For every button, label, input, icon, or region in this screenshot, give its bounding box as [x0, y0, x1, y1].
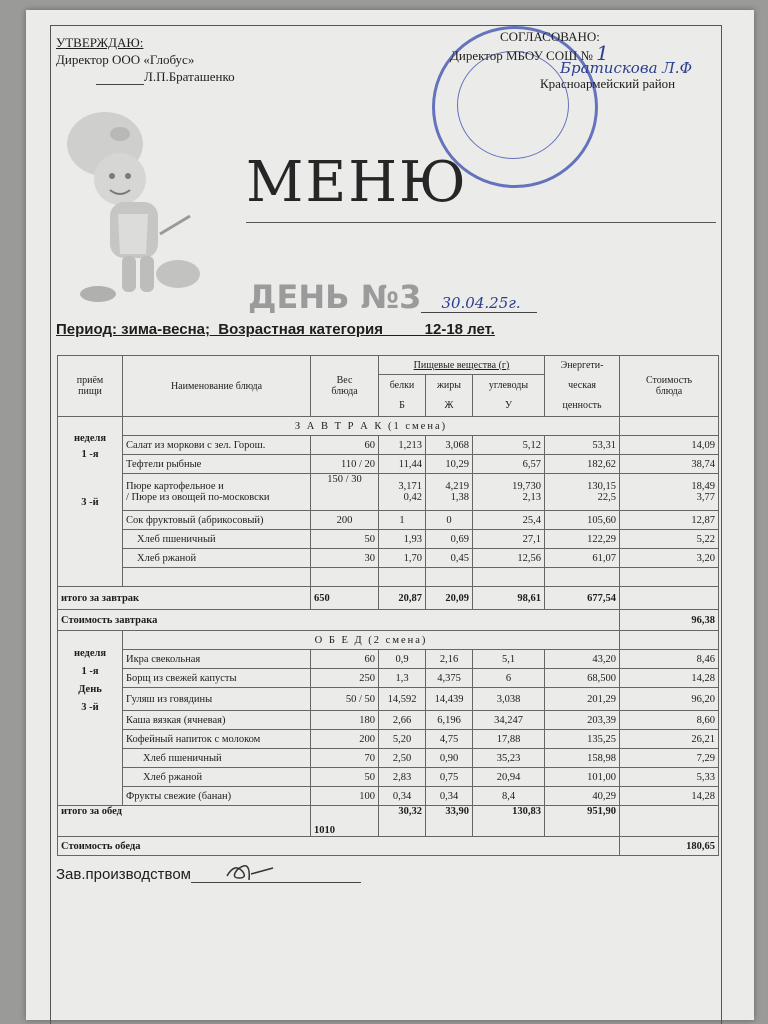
- dish-weight: 60: [311, 436, 379, 455]
- dish-weight: 250: [311, 669, 379, 688]
- period-line: Период: зима-весна; Возрастная категория 12-18 лет.: [56, 321, 495, 338]
- lunch-cost-label: Стоимость обеда: [58, 837, 620, 856]
- dish-protein: 3,171 0,42: [379, 474, 426, 511]
- dish-name: Сок фруктовый (абрикосовый): [123, 511, 311, 530]
- lunch-total-weight: 1010: [311, 806, 379, 837]
- day-label: ДЕНЬ №3: [248, 278, 422, 316]
- lunch-cost-total: 180,65: [620, 837, 719, 856]
- lunch-total-label: итого за обед: [58, 806, 311, 837]
- dish-energy: 68,500: [545, 669, 620, 688]
- day-date: 30.04.25г.: [421, 294, 536, 313]
- dish-name: Фрукты свежие (банан): [123, 787, 311, 806]
- dish-cost: 5,33: [620, 768, 719, 787]
- dish-energy: 105,60: [545, 511, 620, 530]
- day-heading: [248, 278, 537, 316]
- dish-protein: 1,3: [379, 669, 426, 688]
- dish-cost: 5,22: [620, 530, 719, 549]
- dish-cost: 8,60: [620, 711, 719, 730]
- dish-name: Тефтели рыбные: [123, 455, 311, 474]
- signature-blank: [96, 84, 144, 85]
- lunch-section-title: О Б Е Д (2 смена): [123, 631, 620, 650]
- dish-weight: 180: [311, 711, 379, 730]
- agreement-signature: Братискова Л.Ф: [560, 59, 693, 77]
- header-meal: приём пищи: [58, 356, 123, 417]
- school-number: 1: [596, 41, 609, 65]
- table-row: [58, 530, 719, 549]
- approval-position: Директор ООО «Глобус»: [56, 52, 195, 67]
- dish-fat: 0,75: [426, 768, 473, 787]
- footer-label: Зав.производством: [56, 866, 191, 883]
- header-carbs: углеводы У: [473, 375, 545, 417]
- dish-carbs: 20,94: [473, 768, 545, 787]
- dish-name: Гуляш из говядины: [123, 688, 311, 711]
- dish-weight: 200: [311, 511, 379, 530]
- empty-cell: [123, 568, 311, 587]
- dish-protein: 2,50: [379, 749, 426, 768]
- table-row: [58, 787, 719, 806]
- dish-carbs: 8,4: [473, 787, 545, 806]
- dish-weight: 50 / 50: [311, 688, 379, 711]
- table-row: [58, 436, 719, 455]
- table-row: [58, 549, 719, 568]
- header-fat: жиры Ж: [426, 375, 473, 417]
- dish-fat: 14,439: [426, 688, 473, 711]
- table-row: [58, 511, 719, 530]
- lunch-total-protein: 30,32: [379, 806, 426, 837]
- agreement-district: Красноармейский район: [540, 76, 676, 91]
- table-row: [58, 688, 719, 711]
- empty-cell: [426, 568, 473, 587]
- dish-protein: 1,213: [379, 436, 426, 455]
- dish-energy: 182,62: [545, 455, 620, 474]
- dish-weight: 50: [311, 768, 379, 787]
- dish-protein: 0,34: [379, 787, 426, 806]
- agreement-position: Директор МБОУ СОШ №: [450, 48, 593, 63]
- menu-table: [57, 355, 719, 856]
- dish-fat: 0,69: [426, 530, 473, 549]
- dish-cost: 96,20: [620, 688, 719, 711]
- approval-signature-line: [56, 68, 235, 85]
- lunch-total-energy: 951,90: [545, 806, 620, 837]
- dish-energy: 203,39: [545, 711, 620, 730]
- dish-name: Икра свекольная: [123, 650, 311, 669]
- dish-cost: 14,28: [620, 787, 719, 806]
- header-cost: Стоимость блюда: [620, 356, 719, 417]
- dish-weight: 110 / 20: [311, 455, 379, 474]
- dish-carbs: 34,247: [473, 711, 545, 730]
- dish-fat: 3,068: [426, 436, 473, 455]
- dish-weight: 60: [311, 650, 379, 669]
- breakfast-section-row: [58, 417, 719, 436]
- breakfast-total-energy: 677,54: [545, 587, 620, 610]
- dish-cost: 14,09: [620, 436, 719, 455]
- dish-cost: 26,21: [620, 730, 719, 749]
- header-energy: Энергети- ческая ценность: [545, 356, 620, 417]
- dish-weight: 50: [311, 530, 379, 549]
- empty-cell: [473, 568, 545, 587]
- dish-protein: 1,93: [379, 530, 426, 549]
- dish-energy: 53,31: [545, 436, 620, 455]
- dish-cost: 8,46: [620, 650, 719, 669]
- table-row: [58, 711, 719, 730]
- dish-name: Салат из моркови с зел. Горош.: [123, 436, 311, 455]
- dish-protein: 11,44: [379, 455, 426, 474]
- dish-carbs: 19,730 2,13: [473, 474, 545, 511]
- header-dish-name: Наименование блюда: [123, 356, 311, 417]
- dish-protein: 0,9: [379, 650, 426, 669]
- breakfast-total-protein: 20,87: [379, 587, 426, 610]
- table-row: [58, 455, 719, 474]
- dish-carbs: 25,4: [473, 511, 545, 530]
- dish-fat: 2,16: [426, 650, 473, 669]
- dish-energy: 158,98: [545, 749, 620, 768]
- header-nutrients: Пищевые вещества (г): [379, 356, 545, 375]
- table-row: [58, 749, 719, 768]
- empty-cell: [379, 568, 426, 587]
- dish-fat: 0,45: [426, 549, 473, 568]
- empty-cell: [311, 568, 379, 587]
- dish-fat: 0: [426, 511, 473, 530]
- dish-carbs: 6: [473, 669, 545, 688]
- approval-director-name: Л.П.Браташенко: [144, 69, 235, 84]
- dish-fat: 4,219 1,38: [426, 474, 473, 511]
- dish-fat: 10,29: [426, 455, 473, 474]
- dish-cost: 14,28: [620, 669, 719, 688]
- handwritten-signature: [221, 858, 281, 884]
- empty-row: [58, 568, 719, 587]
- table-row: [58, 730, 719, 749]
- table-row: [58, 650, 719, 669]
- dish-protein: 5,20: [379, 730, 426, 749]
- dish-carbs: 5,12: [473, 436, 545, 455]
- dish-name: Кофейный напиток с молоком: [123, 730, 311, 749]
- page-title: МЕНЮ: [246, 150, 468, 215]
- empty-cell: [620, 417, 719, 436]
- empty-cell: [545, 568, 620, 587]
- table-row: [58, 669, 719, 688]
- dish-fat: 4,375: [426, 669, 473, 688]
- breakfast-total-row: [58, 587, 719, 610]
- dish-cost: 3,20: [620, 549, 719, 568]
- dish-energy: 40,29: [545, 787, 620, 806]
- breakfast-total-weight: 650: [311, 587, 379, 610]
- dish-weight: 200: [311, 730, 379, 749]
- footer-signature-line: [56, 866, 361, 883]
- dish-name: Хлеб ржаной: [123, 549, 311, 568]
- approval-block: [56, 34, 235, 85]
- footer-signature-blank: [191, 866, 361, 883]
- dish-name: Хлеб ржаной: [123, 768, 311, 787]
- dish-name: Каша вязкая (ячневая): [123, 711, 311, 730]
- lunch-cost-row: [58, 837, 719, 856]
- dish-carbs: 35,23: [473, 749, 545, 768]
- breakfast-section-title: З А В Т Р А К (1 смена): [123, 417, 620, 436]
- dish-energy: 135,25: [545, 730, 620, 749]
- dish-weight: 30: [311, 549, 379, 568]
- dish-energy: 122,29: [545, 530, 620, 549]
- table-row: [58, 474, 719, 511]
- chef-illustration: [60, 104, 210, 304]
- dish-name: Хлеб пшеничный: [123, 749, 311, 768]
- dish-fat: 6,196: [426, 711, 473, 730]
- dish-carbs: 5,1: [473, 650, 545, 669]
- dish-name: Хлеб пшеничный: [123, 530, 311, 549]
- dish-name: Борщ из свежей капусты: [123, 669, 311, 688]
- dish-cost: 12,87: [620, 511, 719, 530]
- dish-name: Пюре картофельное и / Пюре из овощей по-московски: [123, 474, 311, 511]
- empty-cell: [620, 568, 719, 587]
- lunch-section-row: [58, 631, 719, 650]
- lunch-total-row: [58, 806, 719, 837]
- dish-protein: 2,83: [379, 768, 426, 787]
- table-header-row: [58, 356, 719, 375]
- dish-fat: 4,75: [426, 730, 473, 749]
- breakfast-total-carbs: 98,61: [473, 587, 545, 610]
- breakfast-total-fat: 20,09: [426, 587, 473, 610]
- dish-energy: 43,20: [545, 650, 620, 669]
- agreement-title: СОГЛАСОВАНО:: [500, 29, 600, 44]
- empty-cell: [620, 631, 719, 650]
- approval-title: УТВЕРЖДАЮ:: [56, 35, 144, 50]
- lunch-total-carbs: 130,83: [473, 806, 545, 837]
- dish-cost: 7,29: [620, 749, 719, 768]
- dish-fat: 0,34: [426, 787, 473, 806]
- dish-weight: 150 / 30: [311, 474, 379, 511]
- dish-cost: 18,49 3,77: [620, 474, 719, 511]
- dish-protein: 1: [379, 511, 426, 530]
- dish-carbs: 27,1: [473, 530, 545, 549]
- empty-cell: [620, 806, 719, 837]
- dish-weight: 70: [311, 749, 379, 768]
- empty-cell: [620, 587, 719, 610]
- dish-carbs: 12,56: [473, 549, 545, 568]
- header-weight: Вес блюда: [311, 356, 379, 417]
- breakfast-cost-total: 96,38: [620, 610, 719, 631]
- dish-cost: 38,74: [620, 455, 719, 474]
- dish-protein: 2,66: [379, 711, 426, 730]
- dish-energy: 201,29: [545, 688, 620, 711]
- title-rule: [246, 222, 716, 223]
- dish-fat: 0,90: [426, 749, 473, 768]
- dish-carbs: 6,57: [473, 455, 545, 474]
- breakfast-total-label: итого за завтрак: [58, 587, 311, 610]
- dish-energy: 130,15 22,5: [545, 474, 620, 511]
- table-row: [58, 768, 719, 787]
- breakfast-cost-label: Стоимость завтрака: [58, 610, 620, 631]
- header-protein: белки Б: [379, 375, 426, 417]
- dish-carbs: 3,038: [473, 688, 545, 711]
- dish-energy: 101,00: [545, 768, 620, 787]
- agreement-block: [440, 28, 720, 92]
- dish-protein: 14,592: [379, 688, 426, 711]
- lunch-week-label: неделя 1 -я День 3 -й: [58, 631, 123, 806]
- dish-carbs: 17,88: [473, 730, 545, 749]
- breakfast-week-label: неделя 1 -я 3 -й: [58, 417, 123, 587]
- dish-weight: 100: [311, 787, 379, 806]
- lunch-total-fat: 33,90: [426, 806, 473, 837]
- dish-protein: 1,70: [379, 549, 426, 568]
- dish-energy: 61,07: [545, 549, 620, 568]
- breakfast-cost-row: [58, 610, 719, 631]
